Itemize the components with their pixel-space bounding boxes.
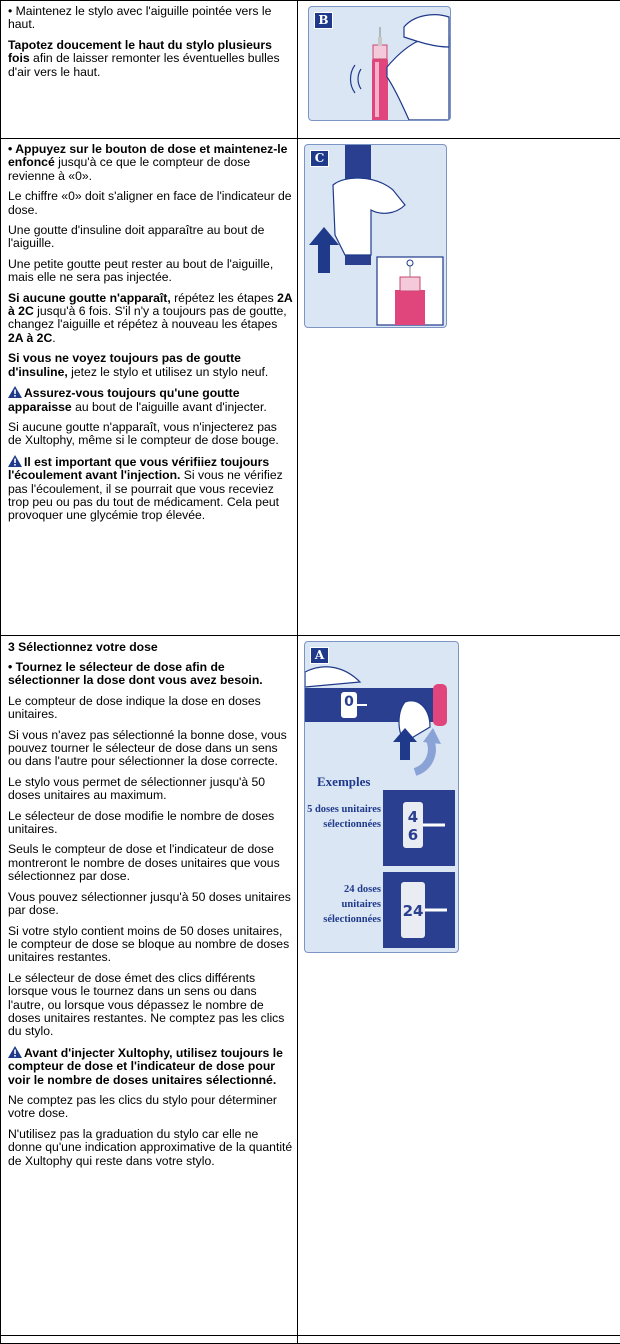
paragraph: Avant d'injecter Xultophy, utilisez toujours le compteur de dose et l'indicateur de dose pour voir le nombre de doses unitaires sélectionné. (8, 1046, 293, 1087)
warning-icon (8, 386, 22, 398)
instruction-row (1, 1336, 620, 1344)
examples-title: Exemples (317, 774, 370, 790)
paragraph: Vous pouvez sélectionner jusqu'à 50 doses unitaires par dose. (8, 891, 293, 918)
instruction-row (1, 139, 620, 636)
example-label: 24 doses unitaires sélectionnées (307, 882, 381, 927)
counter-zero-value: 0 (343, 694, 355, 710)
example-counter-top: 4 (405, 808, 421, 826)
figure-b-tap-pen (308, 6, 451, 121)
paragraph: Si vous n'avez pas sélectionné la bonne dose, vous pouvez tourner le sélecteur de dose dans un sens ou dans l'autre pour sélectionner la dose correcte. (8, 729, 293, 769)
paragraph: Tapotez doucement le haut du stylo plusieurs fois afin de laisser remonter les éventuelles bulles d'air vers le haut. (8, 39, 293, 79)
paragraph: • Maintenez le stylo avec l'aiguille pointée vers le haut. (8, 5, 293, 32)
paragraph: Le sélecteur de dose modifie le nombre de doses unitaires. (8, 810, 293, 837)
paragraph: Le stylo vous permet de sélectionner jusqu'à 50 doses unitaires au maximum. (8, 776, 293, 803)
example-counter-bottom: 6 (405, 826, 421, 844)
figure-c-press-dose-button (304, 144, 447, 328)
instruction-text-cell (1, 636, 298, 1336)
instruction-row (1, 636, 620, 1336)
paragraph: Le sélecteur de dose émet des clics différents lorsque vous le tournez dans un sens ou dans l'autre, ou lorsque vous dépassez le nombre de doses unitaires restantes. Ne comptez pas les clics du stylo. (8, 972, 293, 1039)
paragraph: Si votre stylo contient moins de 50 doses unitaires, le compteur de dose se bloque au nombre de doses unitaires restantes. (8, 925, 293, 965)
paragraph: Seuls le compteur de dose et l'indicateur de dose montreront le nombre de doses unitaires que vous sélectionnez par dose. (8, 843, 293, 883)
press-dose-illustration (305, 145, 446, 327)
instruction-text-cell (1, 139, 298, 636)
example-label: 5 doses unitaires sélectionnées (307, 802, 381, 832)
paragraph: Si vous ne voyez toujours pas de goutte d'insuline, jetez le stylo et utilisez un stylo neuf. (8, 352, 293, 379)
figure-cell (298, 1336, 620, 1344)
paragraph: Le compteur de dose indique la dose en doses unitaires. (8, 695, 293, 722)
figure-cell (298, 139, 620, 636)
paragraph: Il est important que vous vérifiiez toujours l'écoulement avant l'injection. Si vous ne vérifiez pas l'écoulement, il se pourrait que vous receviez trop peu ou pas du tout de médicament. Cela peut provoquer une glycémie trop élevée. (8, 455, 293, 523)
instruction-row (1, 1, 620, 139)
paragraph: Si aucune goutte n'apparaît, vous n'injecterez pas de Xultophy, même si le compteur de dose bouge. (8, 421, 293, 448)
figure-a-select-dose (304, 641, 459, 953)
paragraph: Une goutte d'insuline doit apparaître au bout de l'aiguille. (8, 224, 293, 251)
paragraph: Une petite goutte peut rester au bout de l'aiguille, mais elle ne sera pas injectée. (8, 258, 293, 285)
warning-icon (8, 455, 22, 467)
paragraph: Ne comptez pas les clics du stylo pour déterminer votre dose. (8, 1094, 293, 1121)
paragraph: Si aucune goutte n'apparaît, répétez les étapes 2A à 2C jusqu'à 6 fois. S'il n'y a toujours pas de goutte, changez l'aiguille et répétez à nouveau les étapes 2A à 2C. (8, 292, 293, 346)
instruction-text-cell (1, 1, 298, 139)
example-counter-value: 24 (401, 902, 425, 920)
paragraph: • Tournez le sélecteur de dose afin de sélectionner la dose dont vous avez besoin. (8, 661, 293, 688)
step-heading: 3 Sélectionnez votre dose (8, 640, 293, 654)
paragraph: Le chiffre «0» doit s'aligner en face de l'indicateur de dose. (8, 190, 293, 217)
figure-cell (298, 636, 620, 1336)
figure-badge: A (310, 647, 329, 664)
figure-badge: B (314, 12, 333, 29)
paragraph: Assurez-vous toujours qu'une goutte apparaisse au bout de l'aiguille avant d'injecter. (8, 386, 293, 414)
figure-cell (298, 1, 620, 139)
warning-icon (8, 1046, 22, 1058)
instruction-text-cell (1, 1336, 298, 1344)
figure-badge: C (310, 150, 329, 167)
paragraph: • Appuyez sur le bouton de dose et maintenez-le enfoncé jusqu'à ce que le compteur de dose revienne à «0». (8, 143, 293, 183)
paragraph: N'utilisez pas la graduation du stylo car elle ne donne qu'une indication approximative de la quantité de Xultophy qui reste dans votre stylo. (8, 1128, 293, 1168)
